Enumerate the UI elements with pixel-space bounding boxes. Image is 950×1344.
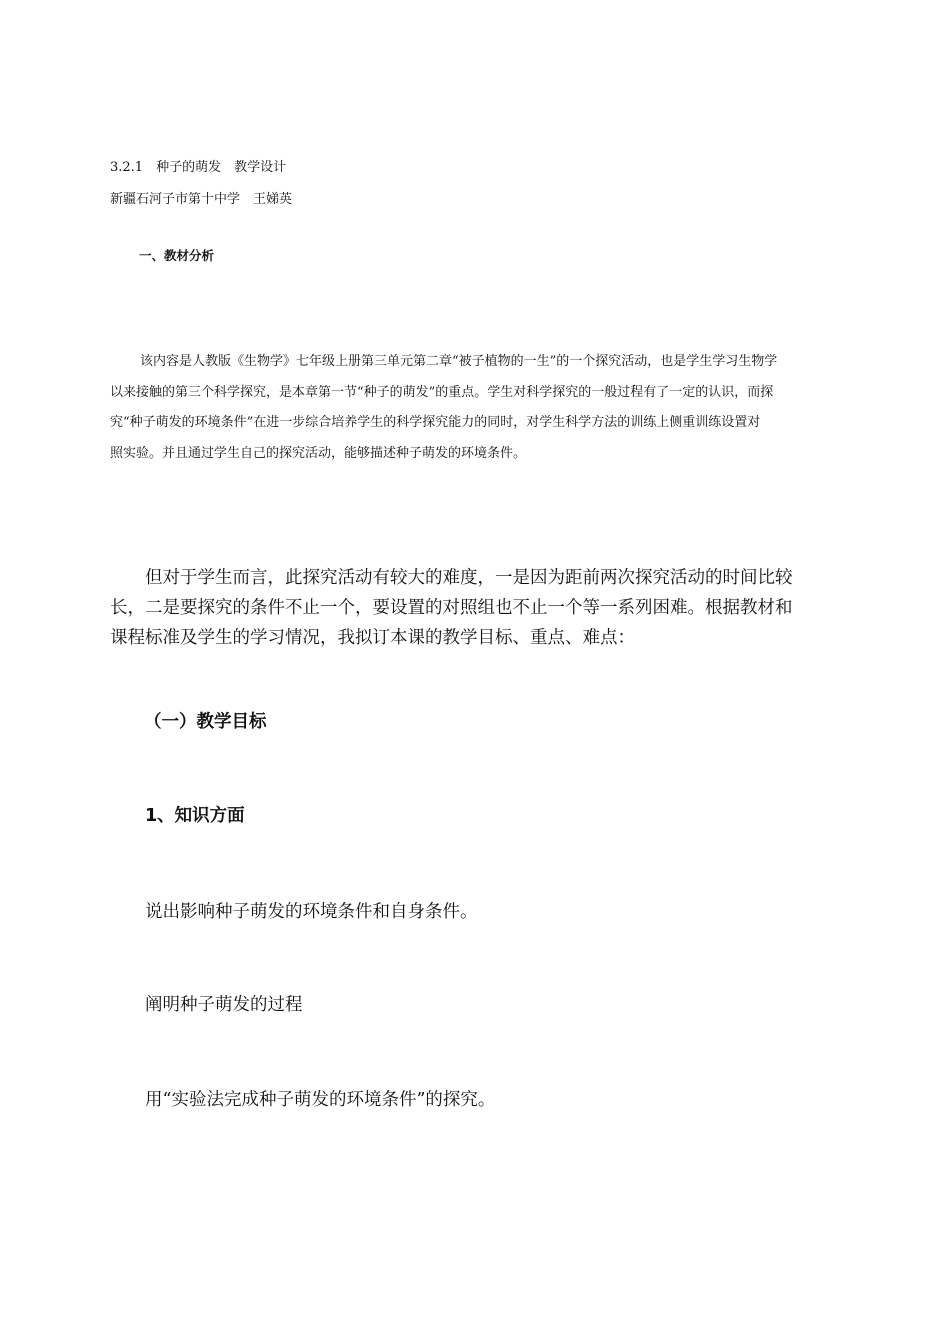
- paragraph-line: 但对于学生而言，此探究活动有较大的难度，一是因为距前两次探究活动的时间比较: [145, 568, 793, 588]
- author-line: 新疆石河子市第十中学 王娣英: [110, 192, 293, 207]
- paragraph-line: 究“种子萌发的环境条件”在进一步综合培养学生的科学探究能力的同时，对学生科学方法的训练上侧重训练设置对: [110, 415, 761, 430]
- paragraph-line: 该内容是人教版《生物学》七年级上册第三单元第二章“被子植物的一生”的一个探究活动，也是学生学习生物学: [140, 354, 778, 369]
- paragraph-textbook-analysis: [110, 347, 840, 469]
- knowledge-item: 阐明种子萌发的过程: [145, 995, 303, 1015]
- section-heading-textbook-analysis: 一、教材分析: [139, 248, 215, 263]
- knowledge-item: 说出影响种子萌发的环境条件和自身条件。: [145, 902, 478, 922]
- paragraph-line: 照实验。并且通过学生自己的探究活动，能够描述种子萌发的环境条件。: [110, 445, 527, 461]
- paragraph-difficulty: [110, 563, 840, 653]
- paragraph-line: 课程标准及学生的学习情况，我拟订本课的教学目标、重点、难点：: [110, 628, 635, 648]
- document-title: 3.2.1 种子的萌发 教学设计: [110, 160, 287, 175]
- subheading-teaching-goals: （一）教学目标: [144, 712, 267, 732]
- paragraph-line: 以来接触的第三个科学探究，是本章第一节“种子的萌发”的重点。学生对科学探究的一般过程有了一定的认识，而探: [110, 384, 774, 400]
- subheading-knowledge: 1、知识方面: [145, 806, 245, 826]
- paragraph-line: 长，二是要探究的条件不止一个，要设置的对照组也不止一个等一系列困难。根据教材和: [110, 598, 793, 618]
- knowledge-item: 用“实验法完成种子萌发的环境条件”的探究。: [145, 1090, 496, 1110]
